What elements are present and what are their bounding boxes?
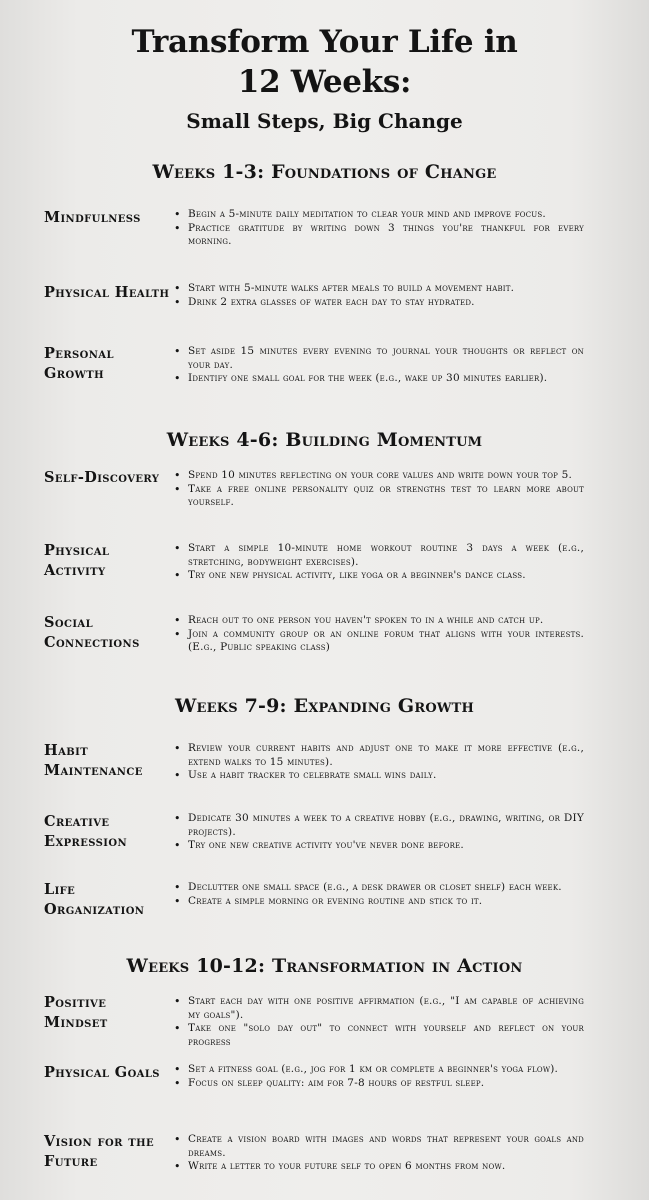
category-social-connections: Social Connections	[44, 614, 140, 651]
list-item: • Take a free online personality quiz or strengths test to learn more about yourself.	[174, 482, 584, 508]
category-habit-maintenance: Habit Maintenance	[44, 742, 143, 779]
list-item: • Join a community group or an online forum that aligns with your interests. (E.g., Public speaking class)	[174, 627, 584, 653]
list-item: • Drink 2 extra glasses of water each day to stay hydrated.	[174, 295, 475, 309]
title-line-2: 12 Weeks:	[237, 64, 412, 100]
list-item: • Dedicate 30 minutes a week to a creative hobby (e.g., drawing, writing, or DIY projects).	[174, 812, 584, 838]
list-item: • Declutter one small space (e.g., a desk drawer or closet shelf) each week.	[174, 881, 562, 894]
bullet-list-habit-maintenance	[174, 742, 584, 783]
page-subtitle: Small Steps, Big Change	[186, 109, 463, 133]
list-item: • Spend 10 minutes reflecting on your core values and write down your top 5.	[174, 469, 573, 482]
list-item: • Start each day with one positive affirmation (e.g., "I am capable of achieving my goals").	[174, 995, 584, 1021]
list-item: • Set a fitness goal (e.g., jog for 1 km or complete a beginner's yoga flow).	[174, 1063, 559, 1076]
list-item: • Try one new creative activity you've never done before.	[174, 839, 464, 852]
category-self-discovery: Self-Discovery	[44, 469, 160, 486]
list-item: • Set aside 15 minutes every evening to journal your thoughts or reflect on your day.	[174, 345, 584, 371]
page-title	[0, 22, 649, 102]
section-heading-weeks-7-9: Weeks 7-9: Expanding Growth	[174, 695, 475, 717]
section-heading-weeks-4-6: Weeks 4-6: Building Momentum	[166, 429, 483, 451]
category-physical-activity: Physical Activity	[44, 542, 110, 579]
list-item: • Create a vision board with images and words that represent your goals and dreams.	[174, 1133, 584, 1159]
list-item: • Take one "solo day out" to connect with yourself and reflect on your progress	[174, 1022, 584, 1048]
category-life-organization: Life Organization	[44, 881, 145, 918]
list-item: • Focus on sleep quality: aim for 7-8 hours of restful sleep.	[174, 1076, 485, 1090]
bullet-list-creative-expression	[174, 812, 584, 853]
list-item: • Start with 5-minute walks after meals to build a movement habit.	[174, 282, 515, 295]
category-mindfulness: Mindfulness	[44, 209, 141, 226]
list-item: • Create a simple morning or evening routine and stick to it.	[174, 894, 483, 908]
list-item: • Use a habit tracker to celebrate small wins daily.	[174, 769, 437, 782]
list-item: • Start a simple 10-minute home workout routine 3 days a week (e.g., stretching, bodyweight exercises).	[174, 542, 584, 568]
category-creative-expression: Creative Expression	[44, 813, 128, 850]
list-item: • Review your current habits and adjust one to make it more effective (e.g., extend walks to 15 minutes).	[174, 742, 584, 768]
bullet-list-self-discovery	[174, 469, 584, 510]
title-line-1: Transform Your Life in	[131, 24, 518, 60]
list-item: • Try one new physical activity, like yoga or a beginner's dance class.	[174, 569, 526, 582]
section-heading-weeks-1-3: Weeks 1-3: Foundations of Change	[152, 161, 497, 183]
category-physical-health: Physical Health	[44, 284, 170, 301]
bullet-list-life-organization	[174, 881, 584, 908]
list-item: • Reach out to one person you haven't spoken to in a while and catch up.	[174, 614, 544, 627]
list-item: • Begin a 5-minute daily meditation to clear your mind and improve focus.	[174, 208, 546, 221]
list-item: • Identify one small goal for the week (e.g., wake up 30 minutes earlier).	[174, 372, 548, 385]
bullet-list-vision-for-the-future	[174, 1133, 584, 1174]
section-heading-weeks-10-12: Weeks 10-12: Transformation in Action	[126, 955, 523, 977]
category-vision-for-the-future: Vision for the Future	[44, 1133, 155, 1170]
category-personal-growth: Personal Growth	[44, 345, 114, 382]
bullet-list-physical-activity	[174, 542, 584, 583]
list-item: • Practice gratitude by writing down 3 things you're thankful for every morning.	[174, 221, 584, 247]
bullet-list-physical-health	[174, 282, 584, 309]
bullet-list-personal-growth	[174, 345, 584, 386]
bullet-list-positive-mindset	[174, 995, 584, 1049]
bullet-list-physical-goals	[174, 1063, 584, 1090]
category-positive-mindset: Positive Mindset	[44, 994, 108, 1031]
category-physical-goals: Physical Goals	[44, 1064, 160, 1081]
bullet-list-social-connections	[174, 614, 584, 655]
bullet-list-mindfulness	[174, 208, 584, 249]
list-item: • Write a letter to your future self to open 6 months from now.	[174, 1160, 506, 1173]
